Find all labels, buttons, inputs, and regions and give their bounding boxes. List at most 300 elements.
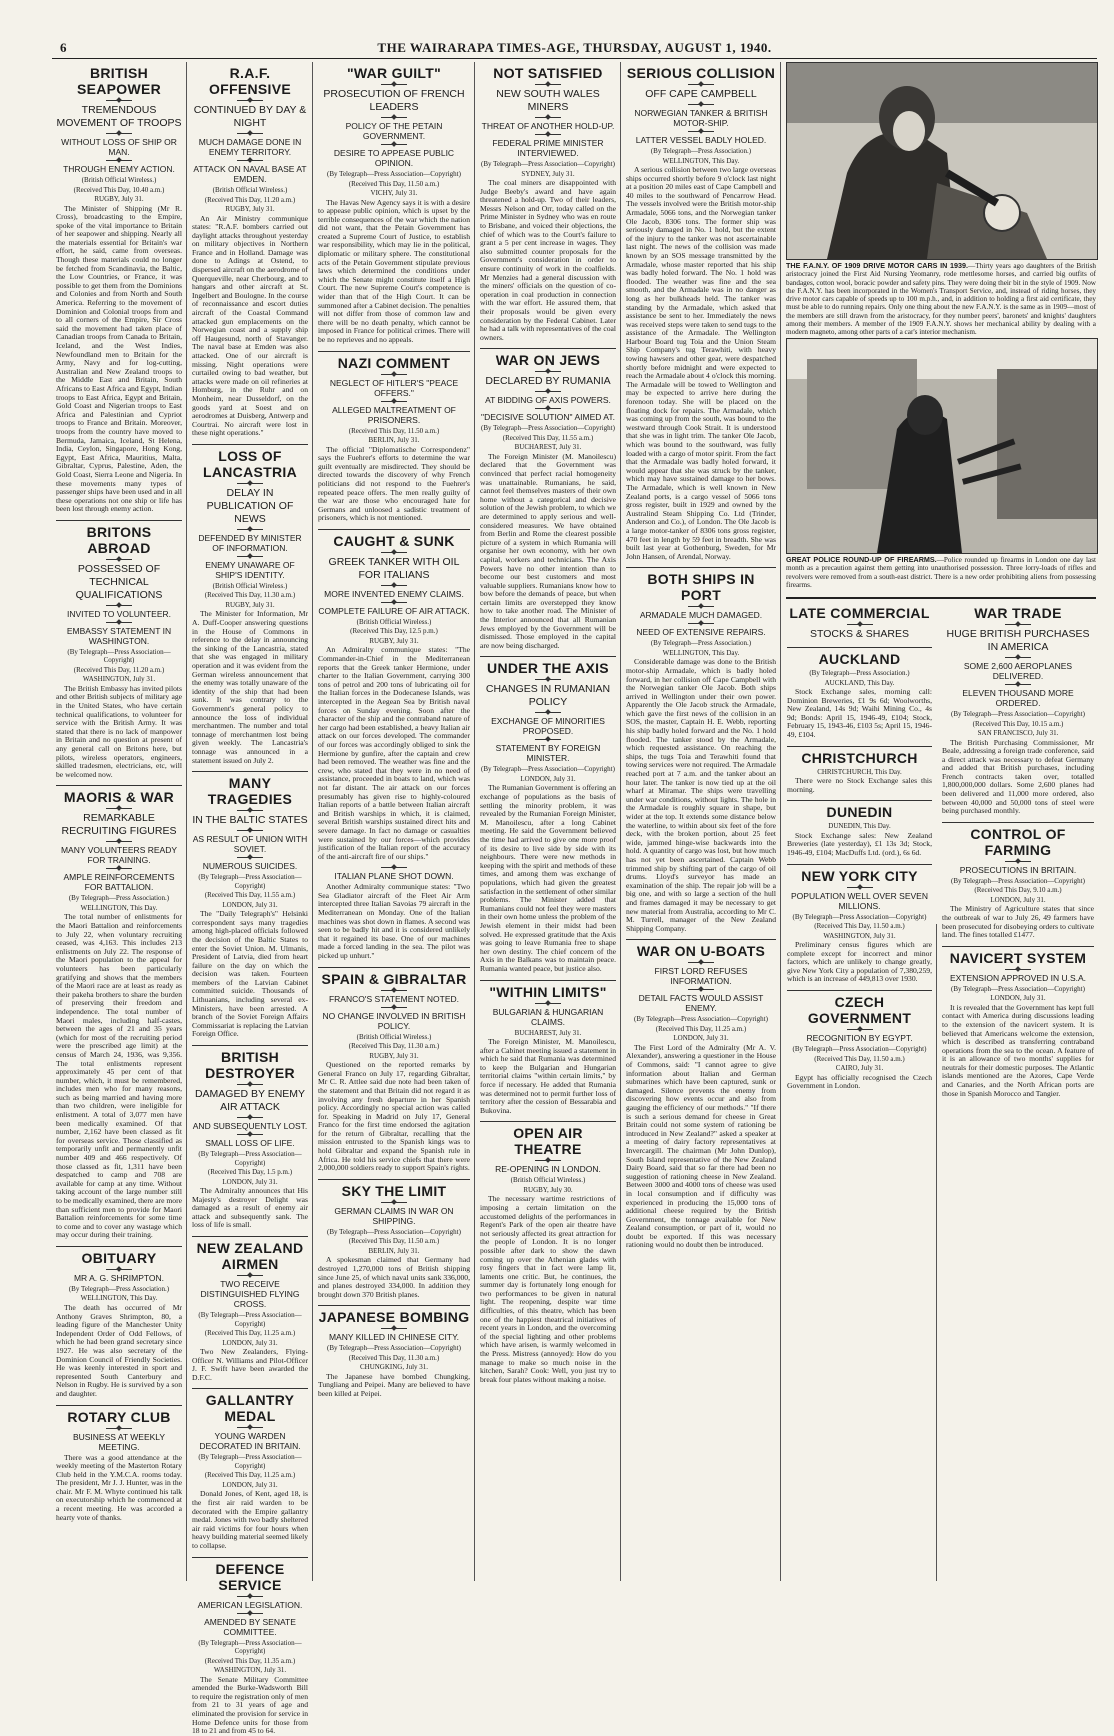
- photo-fany-motor-car: [786, 62, 1098, 260]
- headline: MANY TRAGEDIES: [207, 775, 293, 808]
- ornament-rule: [381, 990, 407, 991]
- headline: CAUGHT & SUNK: [333, 532, 455, 549]
- dateline: SYDNEY, July 31.: [521, 169, 575, 178]
- headline: NOT SATISFIED: [493, 65, 603, 81]
- ornament-rule: [237, 133, 263, 134]
- article-separator: [56, 520, 182, 521]
- headline: WAR ON JEWS: [495, 352, 601, 369]
- kicker: ENEMY UNAWARE OF SHIP'S IDENTITY.: [205, 559, 295, 580]
- deck: TWO RECEIVE DISTINGUISHED FLYING CROSS.: [200, 1279, 300, 1309]
- deck: SOME 2,600 AEROPLANES DELIVERED.: [963, 661, 1073, 681]
- kicker: DETAIL FACTS WOULD ASSIST ENEMY.: [638, 993, 764, 1014]
- dateline: (Received This Day, 11.30 a.m.): [348, 1353, 440, 1362]
- article-separator: [192, 771, 308, 772]
- headline: SKY THE LIMIT: [341, 1182, 447, 1199]
- article: [192, 1557, 308, 1736]
- column-4: [477, 62, 619, 1581]
- headline: CHRISTCHURCH: [801, 749, 918, 766]
- deck: POLICY OF THE PETAIN GOVERNMENT.: [345, 121, 443, 141]
- newspaper-title: THE WAIRARAPA TIMES-AGE, THURSDAY, AUGUST 1, 1940.: [377, 40, 772, 55]
- headline: BRITISH SEAPOWER: [76, 65, 162, 97]
- dateline: (Received This Day, 11.55 a.m.): [502, 433, 594, 442]
- headline: NAVICERT SYSTEM: [949, 949, 1087, 966]
- dateline: (By Telegraph—Press Association—Copyright): [327, 170, 461, 178]
- dateline: (By Telegraph—Press Association—Copyright): [951, 984, 1085, 993]
- deck: BULGARIAN & HUNGARIAN CLAIMS.: [492, 1006, 604, 1027]
- dateline: (By Telegraph—Press Association—Copyright): [481, 424, 615, 433]
- dateline: (By Telegraph—Press Association.): [809, 669, 910, 677]
- article-body: There were no Stock Exchange sales this morning.: [787, 776, 932, 794]
- caption-text: —Thirty years ago daughters of the British aristocracy joined the First Aid Nursing Yeomanry, rode mettlesome horses, and carried big outfits of bandages, cotton wool, boracic powder and safety pins. They were doing their bit in the style of 1909. Now the F.A.N.Y. has been incorporated in the Women's Transport Service, and, instead of riding horses, they drive motor cars capable of speeds up to 100 m.p.h., and, in addition to holding a first aid certificate, they must be able to do running repairs. Only one thing about the new F.A.N.Y. is the same as in 1909—most of the members are still drawn from the aristocracy, for they number peers', baronets' and knights' daughters among their members. A member of the 1909 F.A.N.Y. shows her mechanical ability by dealing with a modern magneto, among other parts of a car's interior mechanism.: [786, 262, 1096, 337]
- article-separator: [192, 1557, 308, 1558]
- ornament-rule: [381, 867, 407, 868]
- ornament-rule: [106, 622, 132, 623]
- headline: CONTROL OF FARMING: [970, 825, 1066, 858]
- article-separator: [942, 946, 1094, 947]
- subheadline: CHANGES IN RUMANIAN POLICY: [485, 683, 611, 709]
- article-separator: [318, 967, 470, 968]
- ornament-rule: [381, 552, 407, 553]
- deck: FIRST LORD REFUSES INFORMATION.: [654, 966, 748, 987]
- subheadline: CONTINUED BY DAY & NIGHT: [193, 104, 307, 129]
- dateline: (By Telegraph—Press Association—Copyright): [951, 710, 1085, 718]
- dateline: LONDON, July 31.: [673, 1034, 729, 1043]
- ornament-rule: [1005, 861, 1031, 862]
- dateline: RUGBY, July 31.: [369, 1051, 419, 1060]
- column-rule: [780, 62, 781, 1581]
- ornament-rule: [535, 84, 561, 85]
- article-body: The British Purchasing Commissioner, Mr Beale, addressing a foreign trade conference, said a direct attack was necessary to defeat Germany and added that British purchases, including French contracts taken over, totalled 1,800,000,000 dollars. Some 2,600 planes had been delivered and 11,000 more ordered, also between 40,000 and 50,000 tons of steel were being purchased monthly.: [942, 737, 1094, 816]
- ornament-rule: [106, 559, 132, 560]
- ornament-rule: [1005, 657, 1031, 658]
- headline: "WAR GUILT": [346, 65, 442, 81]
- article: [192, 1236, 308, 1382]
- article-body: Two New Zealanders, Flying-Officer N. Williams and Pilot-Officer J. F. Swift have been awarded the D.F.C.: [192, 1347, 308, 1382]
- subheadline: TREMENDOUS MOVEMENT OF TROOPS: [56, 104, 182, 129]
- article-separator: [318, 529, 470, 530]
- dateline: DUNEDIN, This Day.: [828, 822, 891, 831]
- article-body: An Admiralty communique states: "The Commander-in-Chief in the Mediterranean reports that the Greek tanker Hermione, under charter to the Italian Government, carrying 300 tons of petrol and 200 tons of lubricating oil for the Italian forces in the Dodecanese Islands, was intercepted in the Aegean Sea by British naval forces on Sunday evening. Soon after the character of the ship and the contraband nature of her cargo had been established, a heavy Italian air attack on our forces developed. The commander of our forces was accordingly obliged to sink the Hermione by gunfire, after the captain and crew had been removed. The weather was fine and the crew, who stated that they were in no need of assistance, proceeded in boats to land, which was not far distant. The air attack on our forces presumably has given rise to highly-coloured Italian reports of a battle between Italian aircraft and British warships in which, it is claimed, several British warships sustained direct hits and severe damage. In fact no damage or casualties were sustained by our forces—which provides justification of the Italian report of the accuracy of the anti-aircraft fire of our ships.": [318, 645, 470, 861]
- deck: AMERICAN LEGISLATION.: [197, 1599, 303, 1610]
- dateline: RUGBY, July 30.: [523, 1185, 573, 1194]
- article: [318, 529, 470, 861]
- photo-fany-image: [787, 63, 1097, 259]
- article-body: Egypt has officially recognised the Czech Government in London.: [787, 1072, 932, 1091]
- deck: RE-OPENING IN LONDON.: [495, 1164, 601, 1175]
- article-body: The Ministry of Agriculture states that since the outbreak of war to July 26, 49 farmers have been prosecuted for disobeying orders to cultivate land. The fines totalled £1477.: [942, 904, 1094, 940]
- ornament-rule: [237, 160, 263, 161]
- column-rule: [936, 924, 937, 1581]
- column-rule: [312, 62, 313, 1581]
- dateline: (By Telegraph—Press Association.): [650, 147, 752, 155]
- kicker: "DECISIVE SOLUTION" AIMED AT.: [481, 412, 615, 423]
- deck: MORE INVENTED ENEMY CLAIMS.: [324, 588, 464, 599]
- ornament-rule: [535, 712, 561, 713]
- dateline: (Received This Day, 9.10 a.m.): [974, 886, 1062, 895]
- ornament-rule: [106, 1269, 132, 1270]
- subheadline: DAMAGED BY ENEMY AIR ATTACK: [194, 1088, 306, 1114]
- deck: YOUNG WARDEN DECORATED IN BRITAIN.: [199, 1431, 301, 1452]
- article: [192, 65, 308, 438]
- ornament-rule: [237, 830, 263, 831]
- dateline: BUCHAREST, July 31.: [514, 1028, 582, 1037]
- kicker: ELEVEN THOUSAND MORE ORDERED.: [962, 688, 1074, 708]
- ornament-rule: [381, 144, 407, 145]
- kicker: SMALL LOSS OF LIFE.: [205, 1138, 295, 1149]
- article: [56, 785, 182, 1240]
- deck: DEFENDED BY MINISTER OF INFORMATION.: [198, 532, 302, 553]
- ornament-rule: [688, 606, 714, 607]
- dateline: (Received This Day, 11.55 a.m.): [204, 891, 296, 900]
- article: [56, 65, 182, 514]
- ornament-rule: [106, 1428, 132, 1429]
- dateline: WASHINGTON, July 31.: [823, 931, 896, 940]
- deck: MR A. G. SHRIMPTON.: [73, 1272, 165, 1283]
- ornament-rule: [847, 624, 873, 625]
- section-rule: [786, 597, 1096, 599]
- article: [318, 1179, 470, 1299]
- article: [480, 656, 616, 973]
- deck: POPULATION WELL OVER SEVEN MILLIONS.: [791, 890, 928, 911]
- page-number: 6: [60, 40, 67, 55]
- dateline: WELLINGTON, This Day.: [662, 156, 740, 165]
- article-separator: [56, 1405, 182, 1406]
- dateline: (Received This Day, 11.30 a.m.): [348, 1042, 440, 1051]
- kicker: EMBASSY STATEMENT IN WASHINGTON.: [66, 625, 172, 646]
- article-body: The Rumanian Government is offering an exchange of populations as the basis of settling the minority problem, it was revealed by the Rumanian Foreign Minister, M. Manoilescu, after a long Cabinet meeting. He said the Government believed the time had arrived to give one more proof of its desire to live side by side with its neighbours. There were new methods in keeping with the spirit and methods of these times, and among them was exchange of populations, which had given the greatest satisfaction in the settlement of other similar problems. The Minister added that Rumanians could not feel they were masters in their own home unless the problem of the Jewish element in their midst had been solved. He expressed gratitude that the Axis was going to leave Rumania free to shape her own destiny. The chief concern of the Axis in the Balkans was to maintain peace. Rumania wanted peace, but justice also.: [480, 783, 616, 973]
- headline: AUCKLAND: [818, 651, 901, 667]
- deck: MANY VOLUNTEERS READY FOR TRAINING.: [60, 845, 178, 866]
- article-body: The Foreign Minister, M. Manoilescu, after a Cabinet meeting issued a statement in which he said that Rumania was determined to keep the Bulgarian and Hungarian territorial claims "within certain limits," by force if necessary. He added that Rumania was determined not to permit further loss of territory after the cession of Bessarabia and Bukovina.: [480, 1037, 617, 1115]
- dateline: (By Telegraph—Press Association.): [68, 1284, 170, 1293]
- article: [192, 771, 308, 1039]
- dateline: RUGBY, July 31.: [94, 195, 144, 203]
- ornament-rule: [106, 100, 132, 101]
- ornament-rule: [535, 1160, 561, 1161]
- article: [192, 444, 308, 765]
- article-body: The Havas New Agency says it is with a desire to appease public opinion, which is upset by the terrible consequences of the war which the nation did not want, that the Petain Government has created a Supreme Court of Justice, to establish war responsibility, which may lie in the political, diplomatic or military sphere. The constitutional acts of the Petain Government stipulate previous laws which determined the conditions under which the Senate might constitute itself a High Court. The new Supreme Court's competence is wider than that of the High Court. It can be summoned after a Cabinet decision. The penalties will not differ from those of common law and there will be no death penalty, which cannot be imposed in France for political crimes. There will be no reprieves and no appeals.: [318, 197, 470, 344]
- article-body: The total number of enlistments for the Maori Battalion and reinforcements to July 22, when voluntary recruiting ceased, was 4,163. This includes 213 enlistments on July 22. The response of the Maori population to the appeal for volunteers has been particularly gratifying and shows that the members of the Maori race are at least as ready as their pakeha brothers to share the burden of preserving their freedom and independence. The total number of Maori males, including half-castes, between the ages of 21 and 35 years (which for most of the recruiting period were the prescribed age limit) at the census of March 24, 1936, was 9,356. The total enlistments represent approximately 45 per cent of that number, which, it must be remembered, includes men who for many reasons, such as being married and having more than two children, were ineligible for enlistment. A total of 3,077 men have been medically examined. Of that number, 2,162 have been classed as fit for overseas service. Those classified as temporarily unfit and permanently unfit number 409 and 466 respectively. Of those classed as fit, 1,311 have been despatched to camp and 708 are available for camp at any time. Without taking account of the large number still to be medically examined, there are more than sufficient men to provide for Maori Battalion reinforcements for some time to come and to cover any wastage which may occur during their training.: [56, 912, 182, 1240]
- dateline: (Received This Day, 10.40 a.m.): [73, 185, 165, 194]
- article-body: The "Daily Telegraph's" Helsinki correspondent says many tragedies among high-placed officials followed the decision of the Baltic States to enter the Soviet Union. M. Ulmanis, President of Latvia, died from heart failure on the day on which the decision was taken. Fourteen members of the Latvian Cabinet committed suicide. Thousands of Lithuanians, including several ex-Ministers, have been arrested. A branch of the Soviet Foreign Affairs Commissariat is replacing the Latvian Foreign Office.: [192, 909, 308, 1039]
- article: [192, 1045, 308, 1230]
- dateline: (By Telegraph—Press Association—Copyright): [198, 873, 302, 890]
- ornament-rule: [381, 602, 407, 603]
- deck: FRANCO'S STATEMENT NOTED.: [328, 993, 460, 1004]
- ornament-rule: [381, 117, 407, 118]
- subheadline: DECLARED BY RUMANIA: [485, 375, 611, 388]
- ornament-rule: [237, 857, 263, 858]
- ornament-rule: [237, 100, 263, 101]
- ornament-rule: [847, 1029, 873, 1030]
- article: [480, 1121, 616, 1384]
- article-body: Another Admiralty communique states: "Two Sea Gladiator aircraft of the Fleet Air Arm intercepted three Italian Savoias 79 aircraft in the Mediterranean on Monday. One of the Italian machines was shot down in flames. A second was seen to be badly hit and it is considered unlikely that it regained its base. One of our machines made a forced landing in the sea. The pilot was picked up unhurt.": [318, 882, 470, 961]
- ornament-rule: [237, 556, 263, 557]
- kicker: DESIRE TO APPEASE PUBLIC OPINION.: [333, 148, 455, 168]
- article-body: Considerable damage was done to the British motor-ship Armadale, which is badly holed forward, in her collision off Cape Campbell with the Norwegian tanker Ole Jacob. Both ships arrived in Wellington under their own power. Apparently the Ole Jacob struck the Armadale, which gave the first news of the collision in an SOS, the master, Captain H. E. Webb, reporting his ship badly holed forward and the No. 1 hold flooded. The tanker stood by the Armadale, which requested assistance. On reaching the ships, the tugs Toia and Terawhiti found that towing services were not required. The Armadale reached port at 7 a.m. and the tanker about an hour later. The tanker is now tied up at the oil wharf at Miramar. The ships were travelling under war conditions, without lights. The hole in the Armadale is roughly square in shape, but wider at the top. It extends some distance below the waterline, to within about six feet of the fore deck, with the broken portion, about 25 feet wide, jammed hinge-wise backwards into the hold. A quantity of cargo was lost, but how much has not yet been ascertained. Captain Webb trimmed ship by shifting part of the cargo of oil drums. Lloyd's surveyor has made an examination of the ship. The repair job will be a big one, and with so large a section of the hull and frames damaged it may be necessary to get new material from Australia, according to Mr C. M. Turrell, manager of the New Zealand Shipping Company.: [626, 657, 776, 933]
- ornament-rule: [106, 808, 132, 809]
- dateline: (By Telegraph—Press Association—Copyright): [198, 1638, 302, 1656]
- article-separator: [480, 1121, 616, 1122]
- article: [626, 939, 776, 1250]
- deck: NORWEGIAN TANKER & BRITISH MOTOR-SHIP.: [634, 108, 768, 128]
- kicker: ALLEGED MALTREATMENT OF PRISONERS.: [332, 404, 456, 425]
- article-body: It is revealed that the Government has kept full contact with America during discussions leading to the extension of the navicert system. It is believed that Americans welcome the extension, which is described as transferring contraband operations from the sea to the ocean. A feature of it is an allowance of two months' supplies for neutrals for their domestic purposes. The Atlantic islands mentioned are the Azores, Cape Verde and Canaries, and the North African ports are those in Spanish Morocco and Tangier.: [942, 1002, 1094, 1098]
- article-body: Preliminary census figures which are complete except for incorrect and minor factors, which are unlikely to change greatly, give New York City a population of 7,380,259, which is an increase of 449,813 over 1930.: [787, 940, 932, 984]
- ornament-rule: [381, 585, 407, 586]
- dateline: LONDON, July 31.: [990, 994, 1046, 1003]
- subheadline: DELAY IN PUBLICATION OF NEWS: [206, 486, 294, 525]
- dateline: LONDON, July 31.: [222, 1177, 278, 1186]
- article: [787, 990, 932, 1091]
- ornament-rule: [688, 131, 714, 132]
- ornament-rule: [237, 1613, 263, 1614]
- dateline: (By Telegraph—Press Association—Copyright): [792, 1045, 927, 1053]
- column-rule: [186, 62, 187, 1581]
- dateline: (Received This Day, 11.50 a.m.): [814, 1054, 905, 1063]
- dateline: (Received This Day, 11.50 a.m.): [814, 922, 905, 931]
- dateline: (Received This Day, 11.50 a.m.): [348, 179, 440, 188]
- photo-police-firearms: [786, 338, 1098, 554]
- article: [192, 1388, 308, 1550]
- dateline: RUGBY, July 31.: [369, 636, 419, 645]
- headline: ROTARY CLUB: [67, 1408, 171, 1425]
- article-separator: [192, 1236, 308, 1237]
- article-body: The death has occurred of Mr Anthony Graves Shrimpton, 80, a leading figure of the Manchester Unity Independent Order of Odd Fellows, of which he had been grand secretary since 1927. He was also secretary of the Dominion Council of Friendly Societies. He was keenly interested in sport and represented South Canterbury and Nelson in Rugby. He is survived by a son and daughter.: [56, 1302, 182, 1398]
- subheadline: POSSESSED OF TECHNICAL QUALIFICATIONS: [75, 562, 163, 601]
- article: [318, 351, 470, 523]
- dateline: LONDON, July 31.: [520, 774, 576, 783]
- article-body: The official "Diplomatische Correspondenz" says the Fuehrer's efforts to determine the war guilt eventually are misdirected. They should be directed towards the discovery of why French politicians did not respond to the Fuehrer's repeated peace offers. The men really guilty of the war are those who encouraged hate for Germans and unloosed a sadistic treatment of prisoners, which is not mentioned.: [318, 444, 470, 523]
- dateline: BERLIN, July 31.: [368, 1246, 420, 1255]
- headline: NEW YORK CITY: [801, 867, 918, 884]
- ornament-rule: [535, 134, 561, 135]
- ornament-rule: [106, 133, 132, 134]
- dateline: (Received This Day, 11.25 a.m.): [655, 1024, 747, 1033]
- article-body: The necessary wartime restrictions of imposing a certain limitation on the accustomed delights of the performances in Regent's Park of the open air theatre have not seriously affected its great attraction for the people of London. It is no longer possible after dark to show the dawn coming up over the Athenian glades with rosy fingers that in fact were lamp lit, laments one critic. But, he continues, the summer day is fortunately long enough for two performances to be given in natural light. The reopening, despite war time difficulties, of this theatre, which has been one of the happiest theatrical initiatives of recent years in London, and the overcoming of the special lighting and other problems which have arisen, is warmly welcomed in the Press. Mistress (annoyed): How do you manage to make so much noise in the kitchen, Sarah? Cook: Well, you just try to break four plates without making a noise.: [480, 1194, 616, 1384]
- column-3: [315, 62, 473, 1581]
- ornament-rule: [1005, 624, 1031, 625]
- dateline: (Received This Day, 1.5 p.m.): [207, 1168, 293, 1177]
- deck: EXTENSION APPROVED IN U.S.A.: [949, 972, 1087, 983]
- caption-head: GREAT POLICE ROUND-UP OF FIREARMS.: [786, 555, 937, 564]
- headline: NAZI COMMENT: [337, 354, 451, 371]
- kicker: COMPLETE FAILURE OF AIR ATTACK.: [318, 605, 470, 616]
- kicker: NEED OF EXTENSIVE REPAIRS.: [636, 627, 766, 638]
- dateline: (British Official Wireless.): [356, 1032, 432, 1041]
- article-separator: [318, 1179, 470, 1180]
- ornament-rule: [106, 841, 132, 842]
- article: [942, 605, 1094, 816]
- dateline: (Received This Day, 10.15 a.m.): [972, 719, 1064, 728]
- article-body: The Foreign Minister (M. Manoilescu) declared that the Government was convinced that perfect racial homogeneity was unattainable. Rumanians, he said, cannot feel themselves masters of their own home without a categorical and decisive solution of the Jewish problem, to which we are determined to apply serious and well-considered measures. We have obtained from Berlin and Rome the clearest possible picture of a system in which Rumania will organise her own economy, with her own capital, workers and technicians. The Axis Powers have no other intention than to become our best customers and most valuable suppliers. Rumanians know how to bow before the demands of peace, but when certain limits are overstepped they know how to take another road. The Minister of the Interior announced that all Rumanian Jews employed by the Government will be dismissed. Those employed in the capital are now being discharged.: [480, 451, 616, 650]
- article-separator: [56, 1246, 182, 1247]
- ornament-rule: [237, 1117, 263, 1118]
- dateline: (Received This Day, 11.30 a.m.): [204, 591, 296, 600]
- column-5: [623, 62, 779, 1581]
- ornament-rule: [237, 483, 263, 484]
- dateline: (By Telegraph—Press Association—Copyright): [481, 160, 615, 168]
- article-body: The Senate Military Committee amended the Burke-Wadsworth Bill to require the registration only of men from 21 to 31 years of age and eliminated the provision for service in Home Defence units for those from 18 to 21 and from 45 to 64.: [192, 1674, 308, 1736]
- dateline: (British Official Wireless.): [212, 581, 288, 590]
- kicker: ITALIAN PLANE SHOT DOWN.: [334, 871, 454, 882]
- article-separator: [56, 785, 182, 786]
- article: [318, 967, 470, 1173]
- kicker: NUMEROUS SUICIDES.: [202, 861, 298, 872]
- dateline: (Received This Day, 11.25 a.m.): [204, 1471, 296, 1480]
- deck: MANY KILLED IN CHINESE CITY.: [328, 1332, 460, 1343]
- article: [318, 65, 470, 345]
- article: [787, 746, 932, 795]
- ornament-rule: [106, 605, 132, 606]
- dateline: VICHY, July 31.: [370, 189, 418, 197]
- headline: BOTH SHIPS IN PORT: [647, 571, 755, 604]
- ornament-rule: [237, 1084, 263, 1085]
- subheadline: IN THE BALTIC STATES: [192, 814, 308, 827]
- article: [626, 567, 776, 933]
- article-body: The Minister for Information, Mr A. Duff-Cooper answering questions in the House of Commons in reference to the delay in announcing the sinking of the Lancastria, stated that she was engaged in military operation and it was evident from the German wireless announcement that the enemy was totally unaware of the identity of the ship that had been sunk. It was contrary to the Government's general policy to announce the loss of individual merchantmen. The number and total tonnage of merchantmen lost being given weekly. The Lancastria's tonnage was announced in a statement issued on July 2.: [192, 609, 308, 765]
- dateline: (Received This Day, 11.35 a.m.): [204, 1656, 296, 1665]
- dateline: AUCKLAND, This Day.: [824, 678, 895, 687]
- article-separator: [787, 746, 932, 747]
- ornament-rule: [688, 104, 714, 105]
- subheadline: NEW SOUTH WALES MINERS: [496, 88, 600, 113]
- article: [787, 800, 932, 857]
- ornament-rule: [535, 371, 561, 372]
- headline: GALLANTRY MEDAL: [205, 1392, 295, 1425]
- article: [480, 348, 616, 650]
- ornament-rule: [381, 1202, 407, 1203]
- dateline: (By Telegraph—Press Association—Copyright): [327, 1227, 461, 1236]
- dateline: WELLINGTON, This Day.: [80, 903, 158, 912]
- article-separator: [787, 800, 932, 801]
- headline: NEW ZEALAND AIRMEN: [196, 1240, 304, 1272]
- dateline: (By Telegraph—Press Association—Copyright): [67, 647, 171, 665]
- dateline: (Received This Day, 12.5 p.m.): [350, 627, 438, 636]
- article-body: The Japanese have bombed Chungking, Tungliang and Peipei. Many are believed to have been killed at Peipei.: [318, 1371, 470, 1398]
- deck: AS RESULT OF UNION WITH SOVIET.: [192, 834, 308, 855]
- article-separator: [626, 939, 776, 940]
- article-body: The British Embassy has invited pilots and other British subjects of military age in the United States, who have certain technical qualifications, to volunteer for service with the British Army. It was stated that there is no lack of manpower in Britain and no question at present of any general call on Britons here, but pilots, wireless operators, engineers, skilled tradesmen, electricians, etc, will be welcomed now.: [56, 683, 182, 779]
- dateline: (By Telegraph—Press Association—Copyright): [481, 765, 615, 774]
- article: [942, 946, 1094, 1099]
- ornament-rule: [106, 160, 132, 161]
- article-body: Questioned on the reported remarks by General Franco on July 17, regarding Gibraltar, Mr C. R. Attlee said due note had been taken of the statement and that Britain did not regard it as involving any fresh departure in her Spanish policy. Accordingly no special action was called for. Speaking in Madrid on July 17, General Franco for the first time endorsed the agitation for the return of Gibraltar, recalling that the mission entrusted to the Spanish kings was to hold Gibraltar and expand the Spanish rule in Africa. He told his service chiefs that there were 2,000,000 soldiers ready to support Spain's rights.: [318, 1060, 470, 1173]
- kicker: AMENDED BY SENATE COMMITTEE.: [204, 1616, 296, 1637]
- photo-caption-firearms: [786, 556, 1096, 589]
- article-separator: [787, 864, 932, 865]
- headline: LATE COMMERCIAL: [789, 605, 930, 621]
- ornament-rule: [237, 810, 263, 811]
- article-separator: [192, 444, 308, 445]
- headline: BRITISH DESTROYER: [205, 1049, 295, 1082]
- subheadline: PROSECUTION OF FRENCH LEADERS: [323, 88, 465, 113]
- column-2: [189, 62, 311, 1736]
- photo-firearms-image: [787, 339, 1097, 553]
- kicker: ATTACK ON NAVAL BASE AT EMDEN.: [193, 164, 307, 184]
- headline: UNDER THE AXIS: [487, 660, 609, 677]
- ornament-rule: [535, 391, 561, 392]
- deck: WITHOUT LOSS OF SHIP OR MAN.: [61, 137, 177, 157]
- article-body: A spokesman claimed that Germany had destroyed 1,270,000 tons of British shipping since June 25, of which naval units sank 336,000, and planes destroyed 334,000. In addition they brought down 370 British planes.: [318, 1255, 470, 1299]
- article: [480, 980, 616, 1116]
- deck: NEGLECT OF HITLER'S "PEACE OFFERS.": [329, 377, 459, 398]
- headline: R.A.F. OFFENSIVE: [208, 65, 292, 97]
- ornament-rule: [688, 989, 714, 990]
- ornament-rule: [237, 1427, 263, 1428]
- article-separator: [787, 990, 932, 991]
- ornament-rule: [237, 529, 263, 530]
- article-body: A serious collision between two large overseas ships occurred shortly before 9 o'clock last night at a position 20 miles east of Cape Campbell and 40 miles to the southward of Pencarrow Head. The vessels involved were the British motor-ship Armadale, 5066 tons, and the Norwegian tanker Ole Jacob, 8306 tons. The former ship was seriously damaged in No. 1 hold, but the extent of the injury to the tanker was not ascertainable last night. The news of the collision was made known by an SOS message transmitted by the Armadale, whose master reported that his ship was badly holed forward. The No. 1 hold was flooded. The weather was fine and the sea smooth, and the Armadale was in no danger as long as her bulkheads held. The tanker was standing by the Armadale, which asked that assistance be sent to her. Immediately the news was received steps were taken to send tugs to the assistance of the Armadale. The Wellington Harbour Board tug Toia and the Union Steam Ship Company's tug Terawhiti, with heavy towing hawsers and other gear, were despatched shortly before midnight and were expected to reach the Armadale about 4 o'clock this morning. The Armadale will be towed to Wellington and may be expected to arrive here during the forenoon today. She will be placed on the floating dock for repairs. The Armadale, which was coming up from the south, was bound to the westward through Cook Strait. It is understood that she was in light trim. The tanker Ole Jacob, which was bound to the southward, was fully loaded with a cargo of motor spirit. From the fact that the Armadale was badly holed forward, it would appear that she was struck by the tanker, which may have sustained damage to her bows. The Armadale, which is well known in New Zealand ports, is a cargo vessel of 5066 tons gross register, built in 1929 and owned by the Australind Steam Shipping Co. Ltd (Trinder, Anderson and Co.), of London. The Ole Jacob is a large motor-tanker of 8306 tons gross register, 470 feet in length by 59 feet in breadth. She was built last year at Gothenburg, Sweden, for Mr John Hansen, of Arendal, Norway.: [626, 165, 777, 561]
- kicker: BUSINESS AT WEEKLY MEETING.: [72, 1431, 166, 1452]
- deck: EXCHANGE OF MINORITIES PROPOSED.: [491, 716, 605, 737]
- dateline: WASHINGTON, July 31.: [213, 1666, 287, 1675]
- dateline: BERLIN, July 31.: [368, 436, 420, 445]
- deck: PROSECUTIONS IN BRITAIN.: [959, 864, 1077, 875]
- subheadline: HUGE BRITISH PURCHASES IN AMERICA: [946, 628, 1090, 653]
- deck: AND SUBSEQUENTLY LOST.: [192, 1121, 308, 1132]
- dateline: (By Telegraph—Press Association—Copyright): [634, 1015, 768, 1024]
- ornament-rule: [237, 1596, 263, 1597]
- column-6: [784, 602, 935, 1581]
- ornament-rule: [106, 868, 132, 869]
- dateline: LONDON, July 31.: [222, 900, 278, 909]
- ornament-rule: [688, 623, 714, 624]
- dateline: LONDON, July 31.: [222, 1338, 278, 1347]
- headline: OPEN AIR THEATRE: [513, 1125, 583, 1158]
- dateline: CHRISTCHURCH, This Day.: [817, 767, 902, 776]
- headline: BRITONS ABROAD: [86, 523, 152, 556]
- ornament-rule: [535, 1003, 561, 1004]
- article-separator: [480, 348, 616, 349]
- article: [787, 864, 932, 984]
- dateline: (By Telegraph—Press Association—Copyright): [198, 1150, 302, 1167]
- article: [787, 647, 932, 740]
- dateline: RUGBY, July 31.: [225, 600, 275, 609]
- dateline: (Received This Day, 11.50 a.m.): [348, 1237, 440, 1246]
- article-body: Donald Jones, of Kent, aged 18, is the first air raid warden to be decorated with the Empire gallantry medal. Jones with two badly sheltered air raid victims for four hours when heavy building material seemed likely to collapse.: [192, 1489, 308, 1550]
- dateline: (By Telegraph—Press Association.): [68, 894, 170, 903]
- dateline: (Received This Day, 11.20 a.m.): [204, 195, 296, 204]
- caption-text: —Police rounded up firearms in London one day last month as a precaution against them getting into unauthorised possession. Three lorry-loads of rifles and revolvers were removed from a south-east district. There is a new order prohibiting aliens from possessing firearms.: [786, 556, 1096, 589]
- headline: WAR TRADE: [974, 605, 1062, 621]
- dateline: RUGBY, July 31.: [225, 205, 275, 213]
- dateline: BUCHAREST, July 31.: [514, 443, 582, 452]
- article: [318, 1305, 470, 1398]
- headline: SPAIN & GIBRALTAR: [321, 970, 467, 987]
- ornament-rule: [237, 1275, 263, 1276]
- ornament-rule: [535, 739, 561, 740]
- headline: JAPANESE BOMBING: [318, 1309, 470, 1326]
- article-body: The coal miners are disappointed with Judge Beeby's award and have again threatened a hold-up. Two of their leaders, Messrs Nelson and Orr, today called on the Prime Minister in Sydney who was en route to Brisbane, and voiced their objections, the chief of which was to the Court's failure to grant a 5 per cent increase in wages. They also submitted counter proposals for the Government's consideration in order to ensure continuity of work in the coalfields. Mr Menzies had a general discussion with the miners' officials on the question of co-operation in coal production in connection with the war effort. He assured them, that their proposals would be given every consideration by the Federal Cabinet. Later he had a talk with representatives of the coal owners.: [480, 178, 616, 342]
- column-7: [939, 602, 1097, 1581]
- subheadline: GREEK TANKER WITH OIL FOR ITALIANS: [328, 555, 460, 581]
- ornament-rule: [381, 1007, 407, 1008]
- ornament-rule: [381, 374, 407, 375]
- dateline: (By Telegraph—Press Association—Copyright): [198, 1453, 302, 1470]
- article-separator: [192, 1388, 308, 1389]
- article-separator: [192, 1045, 308, 1046]
- ornament-rule: [535, 408, 561, 409]
- deck: RECOGNITION BY EGYPT.: [806, 1033, 913, 1043]
- deck: THREAT OF ANOTHER HOLD-UP.: [481, 121, 615, 131]
- headline: OBITUARY: [81, 1249, 157, 1266]
- ornament-rule: [847, 887, 873, 888]
- headline: DUNEDIN: [826, 804, 893, 821]
- dateline: (Received This Day, 11.25 a.m.): [204, 1329, 296, 1337]
- article-separator: [787, 647, 932, 648]
- deck: INVITED TO VOLUNTEER.: [66, 608, 172, 619]
